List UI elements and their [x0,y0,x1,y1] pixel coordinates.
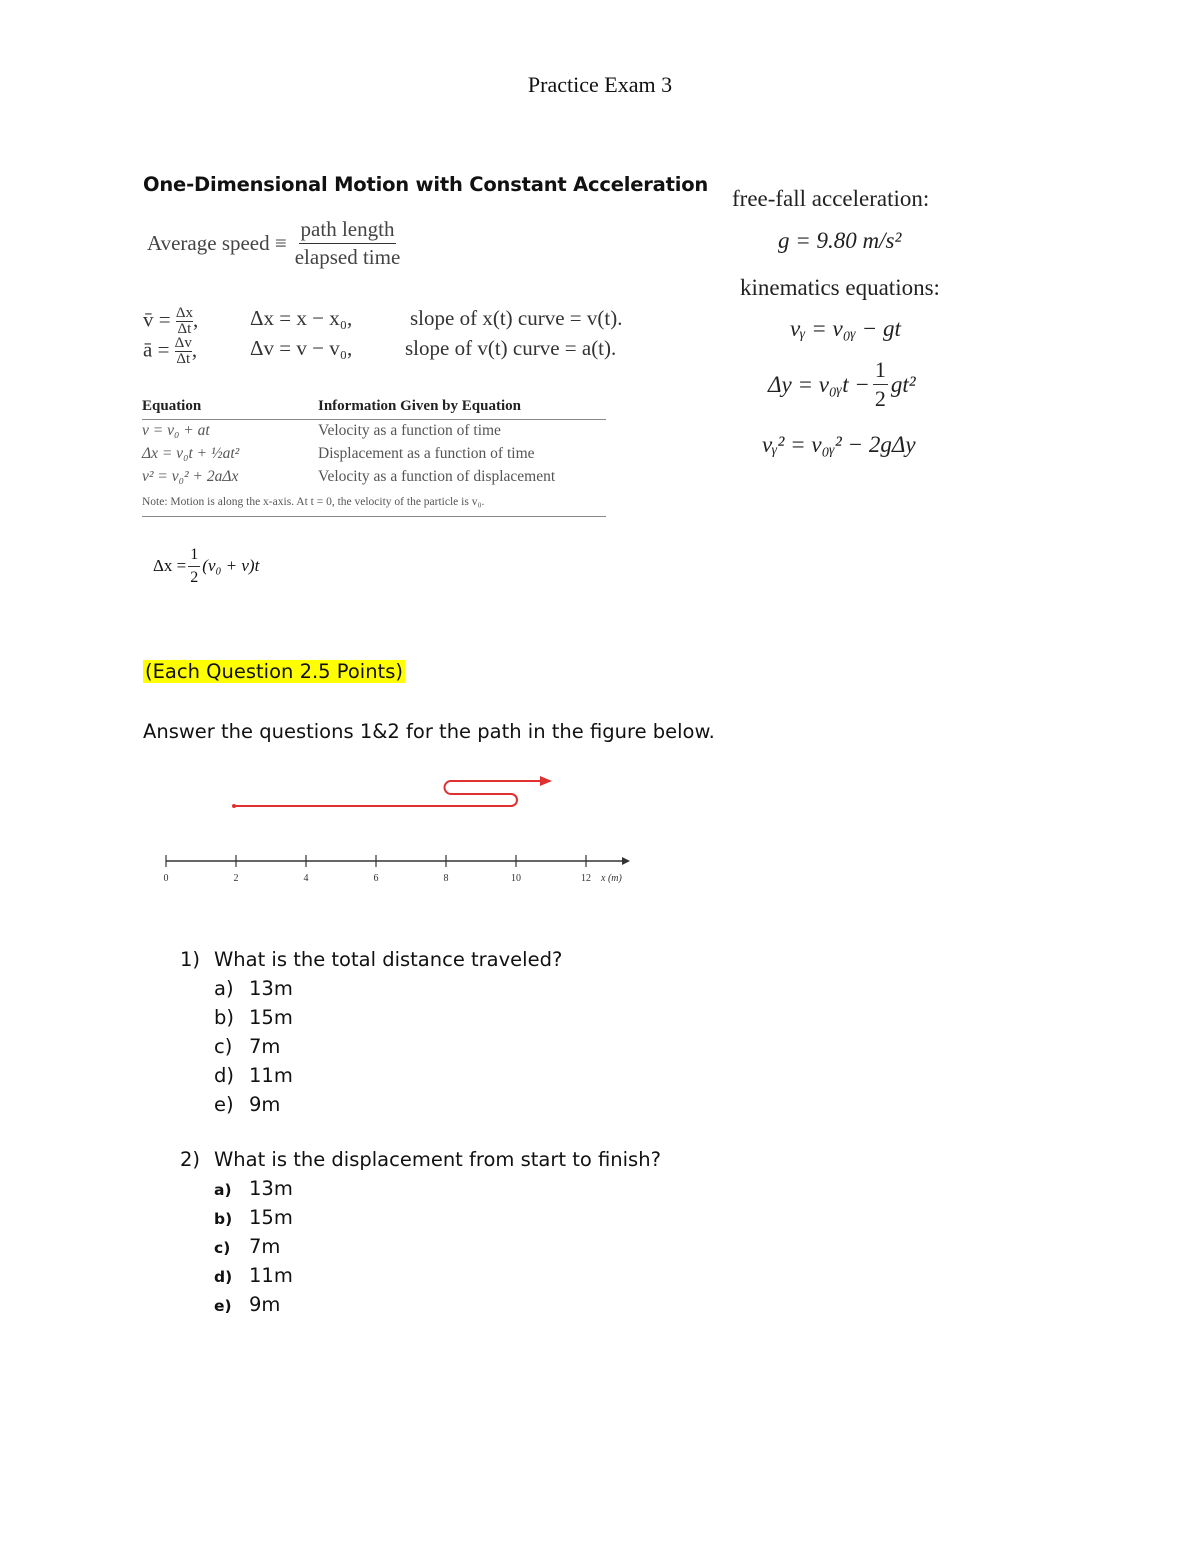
average-velocity-row: v̄ = $\frac{\Delta x}{\Delta t}$ , [143,305,199,337]
g-value: g = 9.80 m/s² [778,228,902,253]
option-d[interactable] [180,1264,661,1293]
option-d[interactable] [180,1064,562,1093]
question-title [180,1148,661,1177]
table-cell-info: Velocity as a function of time [318,422,501,439]
option-c[interactable] [180,1235,661,1264]
option-e[interactable] [180,1093,562,1122]
section-heading: One-Dimensional Motion with Constant Acceleration [143,173,709,196]
average-displacement-lhs: Δx = [153,556,187,576]
dy-equation-lhs: Δy = v₀ᵧt − [768,371,870,397]
x-axis-tick-label: 6 [373,873,379,884]
option-text: 9m [249,1293,281,1316]
average-speed-label: Average speed ≡ [147,231,287,256]
average-speed-fraction [295,218,401,269]
x-axis-label: x (m) [601,873,622,884]
option-a[interactable] [180,1177,661,1206]
question-number: 2) [180,1148,201,1171]
option-text: 11m [249,1064,293,1087]
option-letter: c) [214,1035,233,1058]
average-velocity-lhs: v̄ = [143,307,171,332]
average-acceleration-lhs: ā = [143,337,170,362]
average-acceleration-num: Δv [174,335,192,351]
motion-path [232,776,552,808]
slope-v-definition: slope of v(t) curve = a(t). [405,336,617,360]
option-b[interactable] [180,1006,562,1035]
average-displacement-num: 1 [188,546,200,567]
question-number: 1) [180,948,201,971]
option-letter: b) [214,1210,233,1228]
average-acceleration-fraction [175,336,192,367]
option-c[interactable] [180,1035,562,1064]
average-displacement-rhs: (v₀ + v)t [202,556,260,576]
kinematics-equation-table [142,396,606,492]
dy-equation-num: 1 [873,358,888,385]
x-axis-ticks [164,855,592,884]
table-row [142,466,606,492]
path-figure [140,760,660,900]
option-text: 11m [249,1264,293,1287]
option-letter: a) [214,977,234,1000]
displacement-definition: Δx = x − x₀, [250,306,353,330]
path-start-point [232,804,236,808]
option-letter: a) [214,1181,232,1199]
instruction-text: Answer the questions 1&2 for the path in the figure below. [143,720,715,743]
average-acceleration-den: Δt [176,351,191,367]
average-displacement-fraction [188,546,200,586]
question-title [180,948,562,977]
question-text: What is the displacement from start to finish? [214,1148,661,1171]
option-letter: d) [214,1064,234,1087]
option-b[interactable] [180,1206,661,1235]
option-text: 9m [249,1093,281,1116]
average-velocity-den: Δt [177,321,192,337]
table-cell-info: Displacement as a function of time [318,445,535,462]
table-row [142,420,606,444]
slope-x-definition: slope of x(t) curve = v(t). [410,306,623,330]
dy-equation [768,358,916,411]
option-letter: c) [214,1239,231,1257]
vy-squared-equation: vᵧ² = v₀ᵧ² − 2gΔy [762,432,916,457]
x-axis-tick-label: 12 [581,873,591,884]
x-axis-tick-label: 8 [443,873,449,884]
option-a[interactable] [180,977,562,1006]
average-speed-numerator: path length [299,218,397,244]
table-header-row [142,396,606,420]
option-text: 13m [249,1177,293,1200]
dy-equation-fraction [873,358,888,411]
vy-equation: vᵧ = v₀ᵧ − gt [790,316,901,341]
free-fall-heading: free-fall acceleration: [732,186,930,211]
points-note: (Each Question 2.5 Points) [145,660,403,683]
average-speed-denominator: elapsed time [294,245,401,270]
table-header-info: Information Given by Equation [318,396,606,420]
average-displacement-equation [153,546,259,586]
table-row [142,443,606,466]
path-arrowhead [540,776,552,786]
option-text: 15m [249,1206,293,1229]
option-letter: e) [214,1093,234,1116]
x-axis-tick-label: 10 [511,873,521,884]
option-letter: e) [214,1297,232,1315]
average-displacement-den: 2 [190,568,199,586]
question-text: What is the total distance traveled? [214,948,563,971]
average-acceleration-row: ā = $\frac{\Delta v}{\Delta t}$ , [143,335,198,367]
average-velocity-num: Δx [175,305,193,321]
kinematics-heading: kinematics equations: [740,275,940,300]
table-cell-equation: v = v₀ + at [142,422,210,439]
option-e[interactable] [180,1293,661,1322]
velocity-change-definition: Δv = v − v₀, [250,336,353,360]
dy-equation-den: 2 [874,386,886,412]
question-1 [180,948,562,1122]
table-cell-equation: Δx = v₀t + ½at² [142,445,240,462]
option-text: 7m [249,1035,281,1058]
x-axis-tick-label: 2 [233,873,239,884]
option-letter: d) [214,1268,233,1286]
average-velocity-fraction [176,306,193,337]
average-speed-definition [147,218,400,269]
question-2 [180,1148,661,1322]
path-line [234,781,540,806]
table-header-equation: Equation [142,396,318,420]
option-letter: b) [214,1006,234,1029]
option-text: 13m [249,977,293,1000]
option-text: 15m [249,1006,293,1029]
page-title: Practice Exam 3 [527,72,673,97]
table-cell-equation: v² = v₀² + 2aΔx [142,468,239,485]
table-cell-info: Velocity as a function of displacement [318,468,556,485]
x-axis-tick-label: 4 [303,873,309,884]
option-text: 7m [249,1235,281,1258]
dy-equation-rhs: gt² [890,371,916,397]
table-note: Note: Motion is along the x-axis. At t = 0, the velocity of the particle is v₀. [142,496,606,517]
x-axis-tick-label: 0 [163,873,169,884]
